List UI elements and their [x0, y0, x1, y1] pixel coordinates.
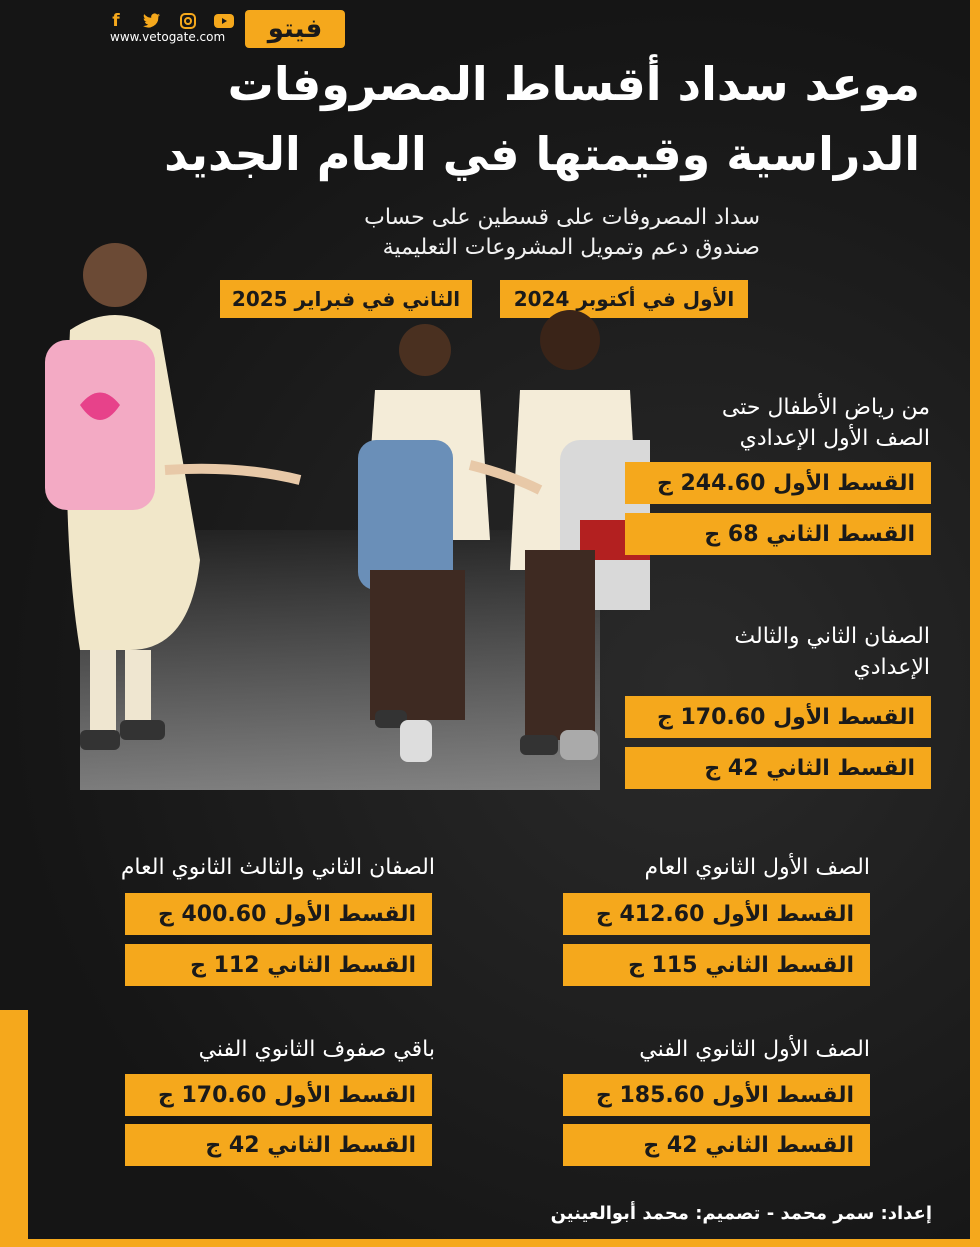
twitter-icon[interactable]	[141, 10, 163, 32]
title-line-2: الدراسية وقيمتها في العام الجديد	[164, 127, 920, 181]
kg-second-installment: القسط الثاني 68 ج	[625, 513, 931, 555]
tech-rest-second-installment: القسط الثاني 42 ج	[125, 1124, 432, 1166]
tech-rest-first-installment: القسط الأول 170.60 ج	[125, 1074, 432, 1116]
credits-line: إعداد: سمر محمد - تصميم: محمد أبوالعينين	[550, 1203, 932, 1224]
second-installment-date: الثاني في فبراير 2025	[220, 280, 472, 318]
kg-heading-line-2: الصف الأول الإعدادي	[739, 425, 930, 451]
website-url[interactable]: www.vetogate.com	[110, 30, 226, 44]
kg-first-installment: القسط الأول 244.60 ج	[625, 462, 931, 504]
sec1-heading: الصف الأول الثانوي العام	[644, 855, 870, 880]
facebook-icon[interactable]: f	[112, 11, 120, 31]
sec23-heading: الصفان الثاني والثالث الثانوي العام	[120, 855, 435, 880]
subtitle-line-2: صندوق دعم وتمويل المشروعات التعليمية	[382, 235, 760, 260]
subtitle-line-1: سداد المصروفات على قسطين على حساب	[364, 205, 760, 230]
title-line-1: موعد سداد أقساط المصروفات	[227, 57, 920, 111]
sec1-first-installment: القسط الأول 412.60 ج	[563, 893, 870, 935]
tech1-heading: الصف الأول الثانوي الفني	[639, 1037, 870, 1062]
right-accent-bar	[970, 0, 980, 1247]
sec23-first-installment: القسط الأول 400.60 ج	[125, 893, 432, 935]
tech1-first-installment: القسط الأول 185.60 ج	[563, 1074, 870, 1116]
first-installment-date: الأول في أكتوبر 2024	[500, 280, 748, 318]
kg-heading-line-1: من رياض الأطفال حتى	[721, 395, 930, 420]
sec23-second-installment: القسط الثاني 112 ج	[125, 944, 432, 986]
prep-heading-line-2: الإعدادي	[853, 654, 930, 680]
brand-logo: فيتو	[245, 10, 345, 48]
left-accent-bar	[0, 1010, 28, 1247]
prep-first-installment: القسط الأول 170.60 ج	[625, 696, 931, 738]
children-photo	[40, 230, 650, 790]
social-icons	[105, 10, 235, 32]
tech-rest-heading: باقي صفوف الثانوي الفني	[198, 1037, 435, 1062]
instagram-icon[interactable]	[177, 10, 199, 32]
kg-heading	[600, 393, 930, 455]
sec1-second-installment: القسط الثاني 115 ج	[563, 944, 870, 986]
tech1-second-installment: القسط الثاني 42 ج	[563, 1124, 870, 1166]
prep-heading-line-1: الصفان الثاني والثالث	[734, 624, 930, 649]
prep-second-installment: القسط الثاني 42 ج	[625, 747, 931, 789]
bottom-accent-bar	[0, 1239, 980, 1247]
youtube-icon[interactable]	[213, 10, 235, 32]
prep-heading	[600, 622, 930, 684]
